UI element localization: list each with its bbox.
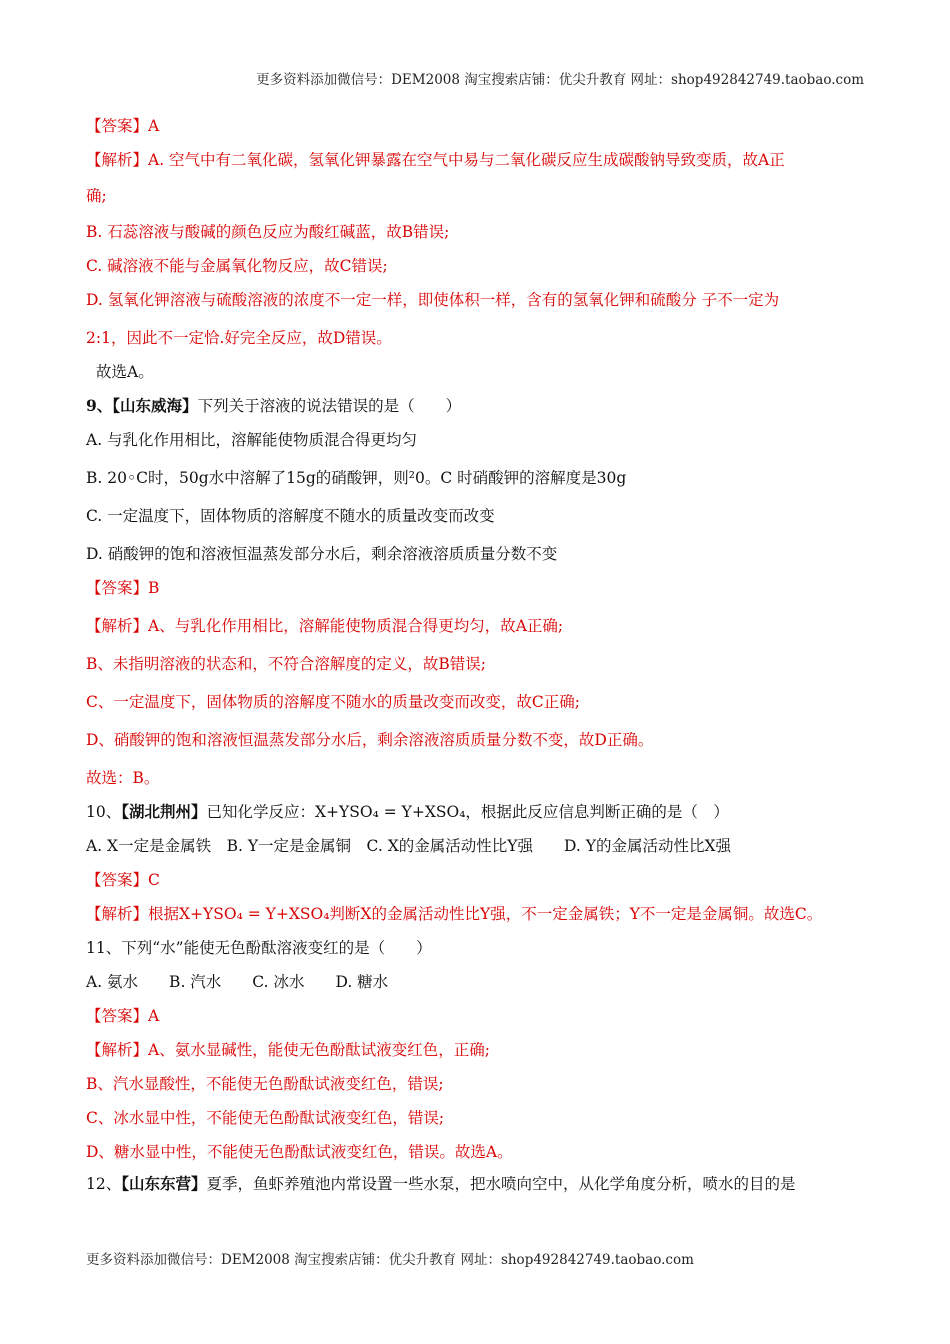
q8-conclusion: 故选A。 [96,363,154,381]
q10-options: A. X一定是金属铁 B. Y一定是金属铜 C. X的金属活动性比Y强 D. Y的金属活动性比X强 [86,837,731,855]
q10-question [86,802,729,822]
q8-analysis-line-4: D. 氢氧化钾溶液与硫酸溶液的浓度不一定一样，即使体积一样，含有的氢氧化钾和硫酸分 子不一定为 [86,291,780,309]
q11-answer: 【答案】A [86,1007,160,1025]
q11-analysis-line-3: C、冰水显中性，不能使无色酚酞试液变红色，错误; [86,1109,445,1127]
q9-option-a: A. 与乳化作用相比，溶解能使物质混合得更均匀 [86,431,418,449]
q9-question [86,396,461,416]
q10-number: 10、 [86,803,122,821]
q10-stem: 已知化学反应：X+YSO₄ = Y+XSO₄，根据此反应信息判断正确的是（ ） [206,803,729,821]
q9-number: 9、 [86,396,113,415]
q8-analysis-line-1: 【解析】A. 空气中有二氧化碳，氢氧化钾暴露在空气中易与二氧化碳反应生成碳酸钠导致变质，故A正 [86,151,785,169]
q9-answer: 【答案】B [86,579,160,597]
q9-source: 【山东威海】 [112,396,198,415]
q9-option-c: C. 一定温度下，固体物质的溶解度不随水的质量改变而改变 [86,507,495,525]
q10-analysis: 【解析】根据X+YSO₄ = Y+XSO₄判断X的金属活动性比Y强，不一定金属铁；Y不一定是金属铜。故选C。 [86,905,823,923]
q12-number: 12、 [86,1175,122,1193]
q8-answer: 【答案】A [86,117,160,135]
q9-option-d: D. 硝酸钾的饱和溶液恒温蒸发部分水后，剩余溶液溶质质量分数不变 [86,545,558,563]
q12-question [86,1174,796,1194]
q11-analysis-line-2: B、汽水显酸性，不能使无色酚酞试液变红色，错误; [86,1075,444,1093]
q8-analysis-line-4b: 2:1，因此不一定恰.好完全反应，故D错误。 [86,329,392,347]
page-footer: 更多资料添加微信号：DEM2008 淘宝搜索店铺：优尖升教育 网址：shop492842749.taobao.com [86,1252,694,1268]
q9-option-b: B. 20◦C时，50g水中溶解了15g的硝酸钾，则²0。C 时硝酸钾的溶解度是30g [86,469,627,487]
q11-analysis-line-4: D、糖水显中性，不能使无色酚酞试液变红色，错误。故选A。 [86,1143,513,1161]
q9-conclusion: 故选：B。 [86,769,160,787]
q9-analysis-line-2: B、未指明溶液的状态和，不符合溶解度的定义，故B错误; [86,655,487,673]
q11-stem: 11、下列“水”能使无色酚酞溶液变红的是（ ） [86,939,432,957]
q12-source: 【山东东营】 [121,1174,207,1193]
q10-answer: 【答案】C [86,871,160,889]
q9-stem: 下列关于溶液的说法错误的是（ ） [197,397,462,415]
page-header: 更多资料添加微信号：DEM2008 淘宝搜索店铺：优尖升教育 网址：shop492842749.taobao.com [256,72,864,88]
q9-analysis-line-3: C、一定温度下，固体物质的溶解度不随水的质量改变而改变，故C正确; [86,693,580,711]
q9-analysis-line-4: D、硝酸钾的饱和溶液恒温蒸发部分水后，剩余溶液溶质质量分数不变，故D正确。 [86,731,654,749]
q10-source: 【湖北荆州】 [121,802,207,821]
q9-analysis-line-1: 【解析】A、与乳化作用相比，溶解能使物质混合得更均匀，故A正确; [86,617,564,635]
q11-options: A. 氨水 B. 汽水 C. 冰水 D. 糖水 [86,973,389,991]
q8-analysis-line-1b: 确; [86,187,107,205]
q12-stem: 夏季，鱼虾养殖池内常设置一些水泵，把水喷向空中，从化学角度分析，喷水的目的是 [206,1175,796,1193]
q11-analysis-line-1: 【解析】A、氨水显碱性，能使无色酚酞试液变红色，正确; [86,1041,490,1059]
q8-analysis-line-2: B. 石蕊溶液与酸碱的颜色反应为酸红碱蓝，故B错误; [86,223,450,241]
q8-analysis-line-3: C. 碱溶液不能与金属氧化物反应，故C错误; [86,257,388,275]
